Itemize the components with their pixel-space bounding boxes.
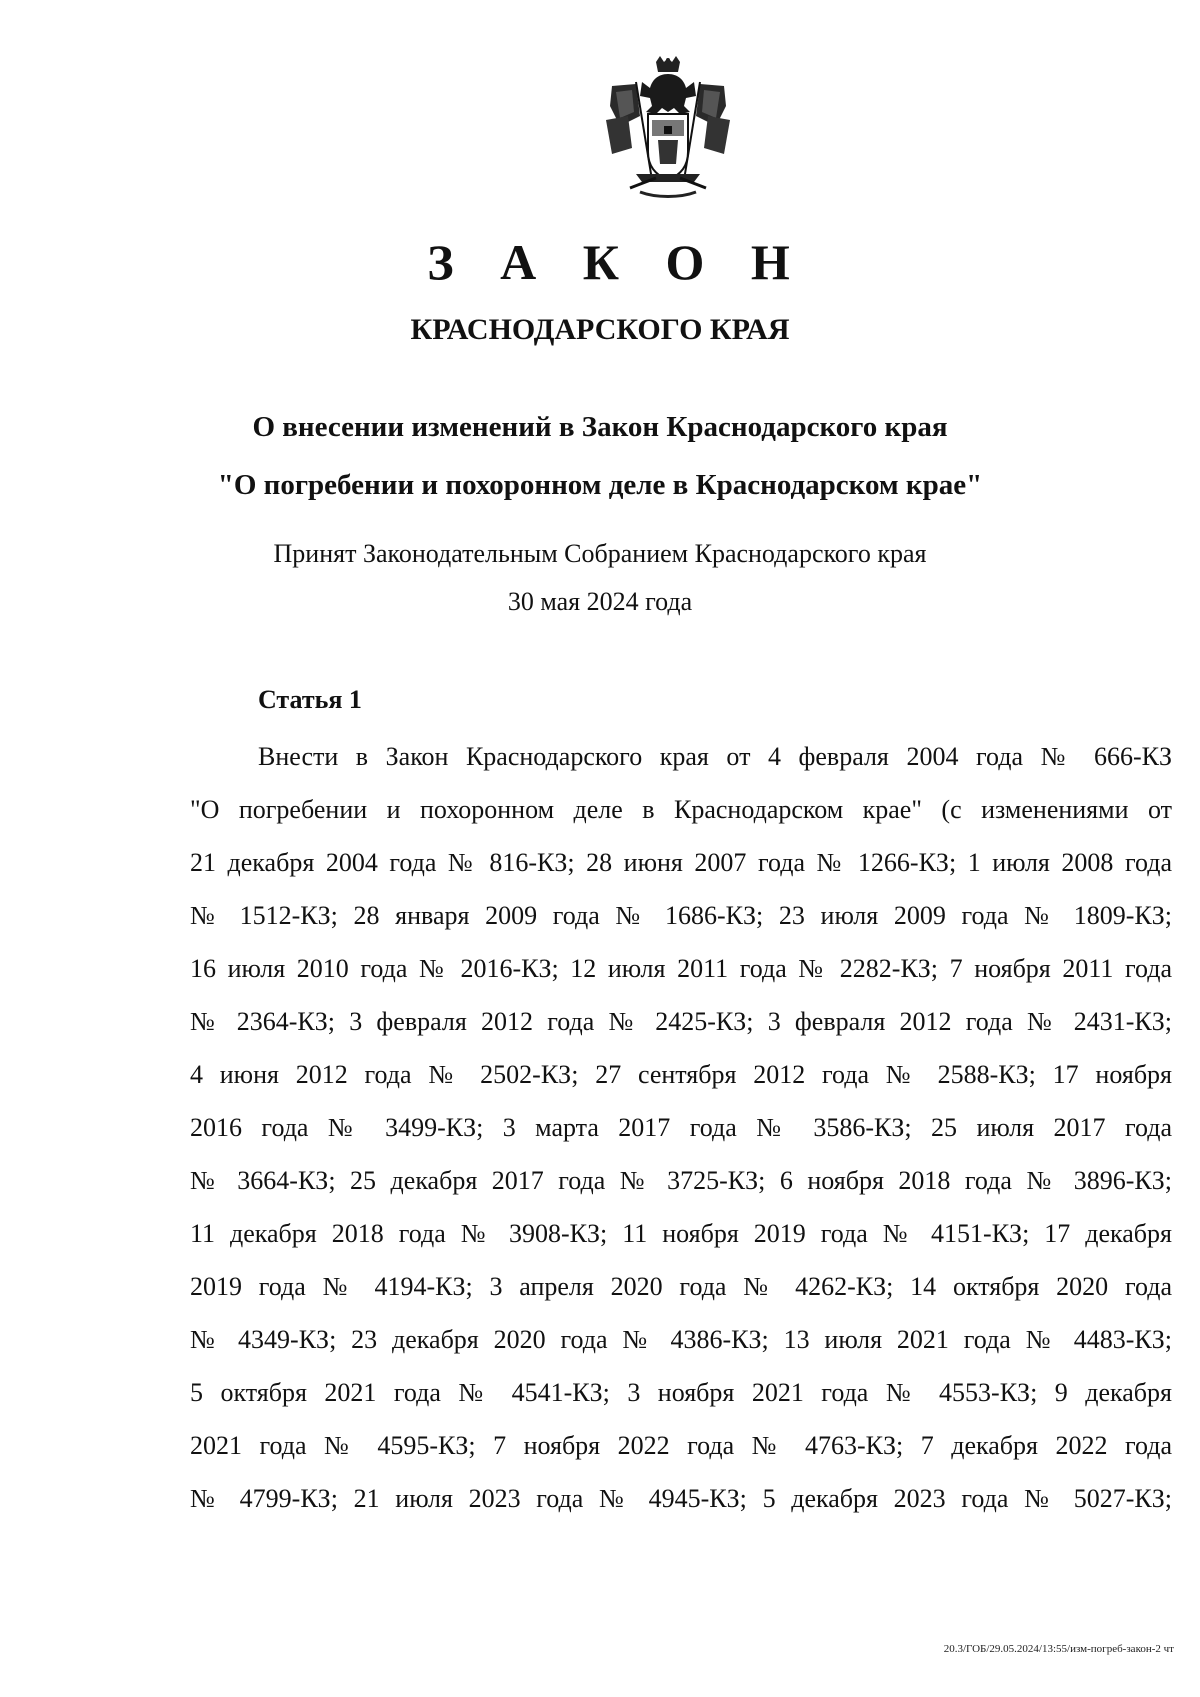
article-body-line: "О погребении и похоронном деле в Краснодарском крае" (с изменениями от (190, 795, 1172, 824)
document-type-title: З А К О Н (427, 234, 807, 290)
adoption-note (0, 530, 1200, 626)
article-body-line: 16 июля 2010 года № 2016-КЗ; 12 июля 2011 года № 2282-КЗ; 7 ноября 2011 года (190, 954, 1172, 983)
adoption-date: 30 мая 2024 года (507, 587, 693, 616)
article-heading: Статья 1 (258, 685, 362, 714)
article-body (190, 730, 1172, 1525)
law-subject-line-2: "О погребении и похоронном деле в Краснодарском крае" (217, 469, 983, 501)
article-body-line: Внести в Закон Краснодарского края от 4 февраля 2004 года № 666-КЗ (258, 742, 1172, 771)
article-body-line: 2019 года № 4194-КЗ; 3 апреля 2020 года № 4262-КЗ; 14 октября 2020 года (190, 1272, 1172, 1301)
article-body-line: 11 декабря 2018 года № 3908-КЗ; 11 ноября 2019 года № 4151-КЗ; 17 декабря (190, 1219, 1172, 1248)
article-body-line: № 2364-КЗ; 3 февраля 2012 года № 2425-КЗ; 3 февраля 2012 года № 2431-КЗ; (190, 1007, 1172, 1036)
law-subject (0, 398, 1200, 514)
article-body-line: 4 июня 2012 года № 2502-КЗ; 27 сентября 2012 года № 2588-КЗ; 17 ноября (190, 1060, 1172, 1089)
article-body-line: 5 октября 2021 года № 4541-КЗ; 3 ноября 2021 года № 4553-КЗ; 9 декабря (190, 1378, 1172, 1407)
article-body-line: № 1512-КЗ; 28 января 2009 года № 1686-КЗ; 23 июля 2009 года № 1809-КЗ; (190, 901, 1172, 930)
article-body-line: № 4349-КЗ; 23 декабря 2020 года № 4386-КЗ; 13 июля 2021 года № 4483-КЗ; (190, 1325, 1172, 1354)
region-title: КРАСНОДАРСКОГО КРАЯ (410, 313, 790, 346)
article-body-line: 2016 года № 3499-КЗ; 3 марта 2017 года № 3586-КЗ; 25 июля 2017 года (190, 1113, 1172, 1142)
document-reference-footer: 20.3/ГОБ/29.05.2024/13:55/изм-погреб-закон-2 чт (943, 1643, 1174, 1655)
article-body-line: № 4799-КЗ; 21 июля 2023 года № 4945-КЗ; 5 декабря 2023 года № 5027-КЗ; (190, 1484, 1172, 1513)
coat-of-arms-icon (606, 56, 730, 200)
article-body-line: 21 декабря 2004 года № 816-КЗ; 28 июня 2007 года № 1266-КЗ; 1 июля 2008 года (190, 848, 1172, 877)
law-subject-line-1: О внесении изменений в Закон Краснодарского края (252, 411, 948, 443)
adoption-body: Принят Законодательным Собранием Краснодарского края (273, 539, 927, 568)
article-body-line: № 3664-КЗ; 25 декабря 2017 года № 3725-КЗ; 6 ноября 2018 года № 3896-КЗ; (190, 1166, 1172, 1195)
article-body-line: 2021 года № 4595-КЗ; 7 ноября 2022 года № 4763-КЗ; 7 декабря 2022 года (190, 1431, 1172, 1460)
